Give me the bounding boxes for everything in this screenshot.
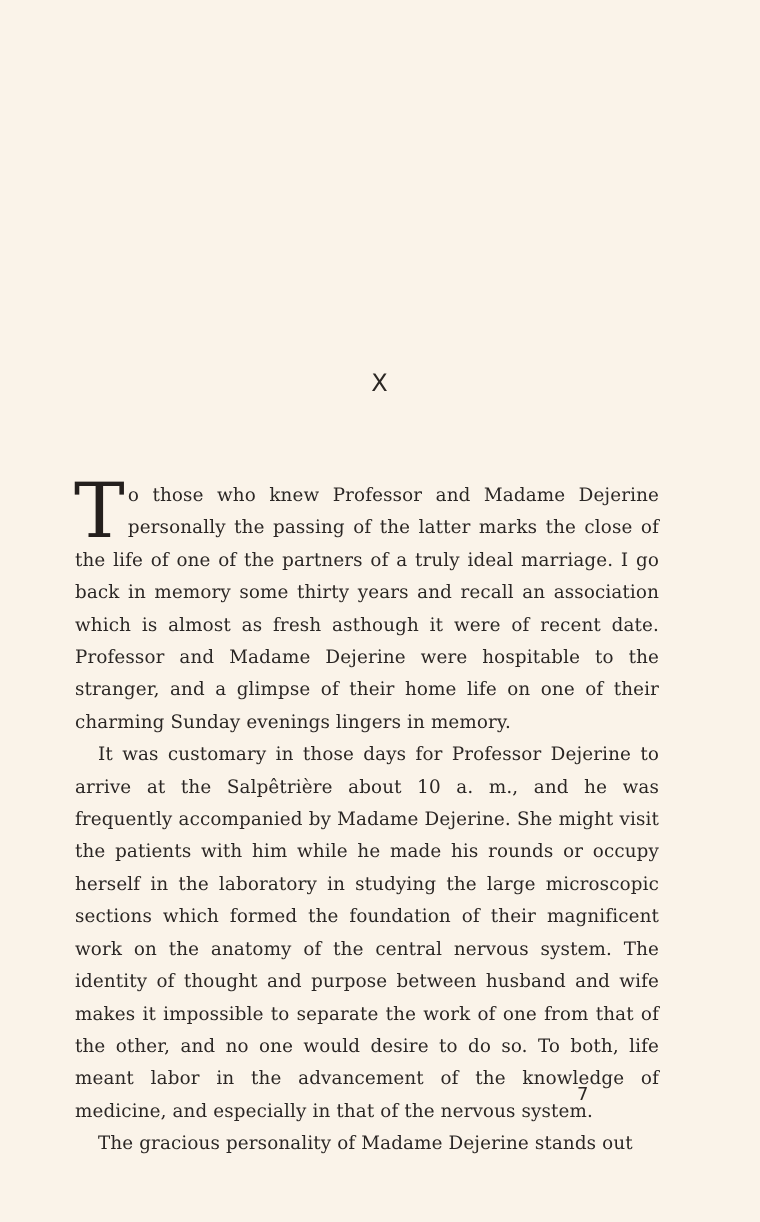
drop-cap-initial: T bbox=[74, 466, 125, 555]
paragraph-2: It was customary in those days for Professor Dejerine to arrive at the Salpêtrière about 10 a. m., and he was frequently accompanied by Madame Dejerine. She might visit the patients with him while he made his rounds or occupy herself in the laboratory in studying the large microscopic sections which formed the foundation of their magnificent work on the anatomy of the central nervous system. The identity of thought and purpose between husband and wife makes it impossible to separate the work of one from that of the other, and no one would desire to do so. To both, life meant labor in the advancement of the knowledge of medicine, and especially in that of the nervous system. bbox=[75, 744, 659, 1122]
chapter-heading: X bbox=[371, 369, 389, 397]
paragraph-1-text: o those who knew Professor and Madame Dejerine personally the passing of the latter marks the close of the life of one of the partners of a truly ideal marriage. I go back in memory some thirty years and recall an association which is almost as fresh asthough it were of recent date. Professor and Madame Dejerine were hospitable to the stranger, and a glimpse of their home life on one of their charming Sunday evenings lingers in memory. bbox=[75, 485, 659, 733]
page-number: 7 bbox=[577, 1084, 589, 1105]
body-text bbox=[74, 466, 659, 1161]
paragraph-1 bbox=[74, 466, 659, 739]
paragraph-3: The gracious personality of Madame Dejerine stands out bbox=[98, 1133, 633, 1155]
